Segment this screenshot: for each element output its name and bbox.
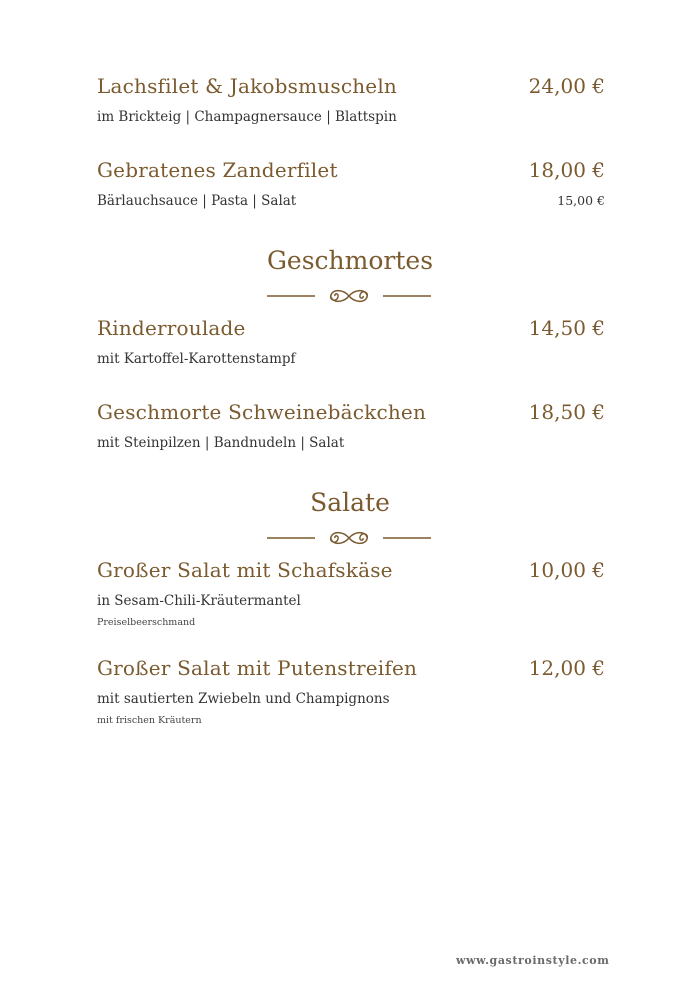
dish-description: in Sesam-Chili-Kräutermantel — [97, 593, 301, 609]
dish-name: Rinderroulade — [97, 316, 246, 340]
dish-price: 14,50 € — [528, 316, 605, 340]
dish-price: 18,00 € — [528, 158, 605, 182]
dish-description: mit sautierten Zwiebeln und Champignons — [97, 691, 390, 707]
dish-note: mit frischen Kräutern — [97, 715, 202, 726]
ornament-divider-icon — [263, 287, 435, 305]
menu-item-lachsfilet — [97, 74, 605, 125]
dish-price: 18,50 € — [528, 400, 605, 424]
dish-description: mit Kartoffel-Karottenstampf — [97, 351, 296, 367]
menu-item-salat-schafskaese — [97, 558, 605, 628]
section-title-salate: Salate — [310, 488, 390, 517]
dish-note: Preiselbeerschmand — [97, 617, 196, 628]
menu-item-rinderroulade — [97, 316, 605, 367]
dish-name: Gebratenes Zanderfilet — [97, 158, 338, 182]
dish-price: 12,00 € — [528, 656, 605, 680]
section-title-geschmortes: Geschmortes — [266, 246, 434, 275]
menu-item-salat-putenstreifen — [97, 656, 605, 726]
dish-name: Großer Salat mit Putenstreifen — [97, 656, 418, 680]
dish-price: 10,00 € — [528, 558, 605, 582]
dish-name: Großer Salat mit Schafskäse — [97, 558, 393, 582]
menu-item-schweinebaeckchen — [97, 400, 605, 451]
dish-secondary-price: 15,00 € — [557, 193, 605, 208]
dish-name: Lachsfilet & Jakobsmuscheln — [97, 74, 398, 98]
dish-description: Bärlauchsauce | Pasta | Salat — [97, 193, 297, 209]
ornament-divider-icon — [263, 529, 435, 547]
dish-description: im Brickteig | Champagnersauce | Blattspin — [97, 109, 397, 125]
menu-item-zanderfilet — [97, 158, 605, 209]
footer-website: www.gastroinstyle.com — [456, 954, 610, 967]
dish-name: Geschmorte Schweinebäckchen — [97, 400, 427, 424]
dish-description: mit Steinpilzen | Bandnudeln | Salat — [97, 435, 345, 451]
dish-price: 24,00 € — [528, 74, 605, 98]
